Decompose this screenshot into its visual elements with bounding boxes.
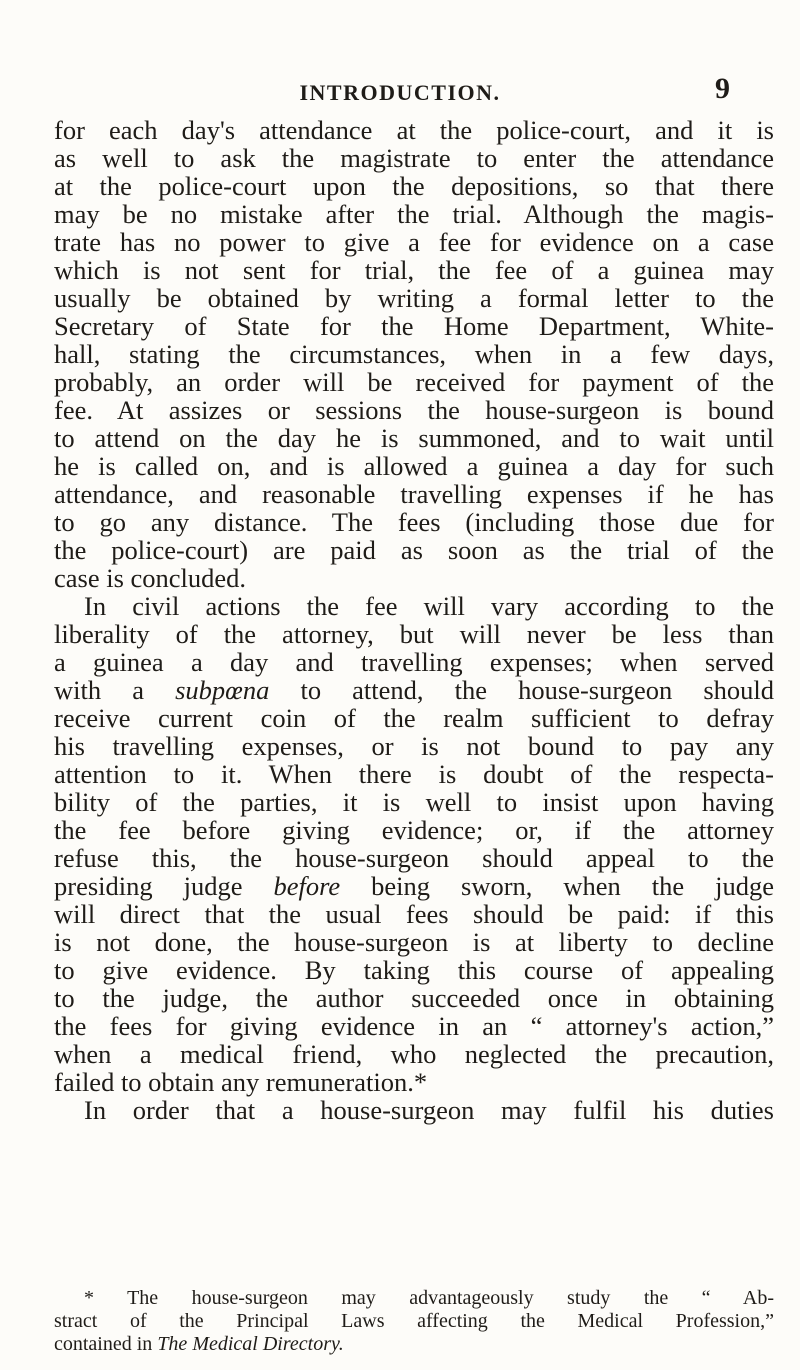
text-line: refuse this, the house-surgeon should appeal to the bbox=[54, 843, 774, 873]
text-line: liberality of the attorney, but will never be less than bbox=[54, 619, 774, 649]
footnote bbox=[54, 1287, 774, 1356]
page-number: 9 bbox=[715, 72, 730, 105]
text-line: to the judge, the author succeeded once in obtaining bbox=[54, 983, 774, 1013]
line-segment: to attend, the house-surgeon should bbox=[269, 675, 774, 705]
line-segment: being sworn, when the judge bbox=[340, 871, 774, 901]
text-line: may be no mistake after the trial. Although the magis- bbox=[54, 199, 774, 229]
text-line: to go any distance. The fees (including those due for bbox=[54, 507, 774, 537]
text-line: usually be obtained by writing a formal letter to the bbox=[54, 283, 774, 313]
footnote-line: stract of the Principal Laws affecting the Medical Profession,” bbox=[54, 1310, 774, 1332]
text-line: a guinea a day and travelling expenses; when served bbox=[54, 647, 774, 677]
italic-word: subpœna bbox=[175, 675, 270, 705]
footnote-line-with-italic bbox=[54, 1333, 774, 1356]
text-line-with-italic bbox=[54, 676, 774, 704]
text-line: hall, stating the circumstances, when in a few days, bbox=[54, 339, 774, 369]
text-line: bility of the parties, it is well to insist upon having bbox=[54, 787, 774, 817]
footnote-line: * The house-surgeon may advantageously study the “ Ab- bbox=[84, 1287, 774, 1309]
text-line: he is called on, and is allowed a guinea a day for such bbox=[54, 451, 774, 481]
text-line: will direct that the usual fees should be paid: if this bbox=[54, 899, 774, 929]
line-segment: presiding judge bbox=[54, 871, 274, 901]
text-line: the police-court) are paid as soon as the trial of the bbox=[54, 535, 774, 565]
paragraph-start-line: In order that a house-surgeon may fulfil his duties bbox=[84, 1095, 774, 1125]
paragraph-start-line: In civil actions the fee will vary according to the bbox=[84, 591, 774, 621]
line-segment: contained in bbox=[54, 1333, 158, 1355]
text-line: Secretary of State for the Home Department, White- bbox=[54, 311, 774, 341]
text-line: receive current coin of the realm sufficient to defray bbox=[54, 703, 774, 733]
italic-word: before bbox=[273, 871, 341, 901]
text-line: for each day's attendance at the police-court, and it is bbox=[54, 115, 774, 145]
text-line: which is not sent for trial, the fee of a guinea may bbox=[54, 255, 774, 285]
text-line: the fee before giving evidence; or, if the attorney bbox=[54, 815, 774, 845]
paragraph-end-line: case is concluded. bbox=[54, 563, 247, 593]
text-line: attention to it. When there is doubt of the respecta- bbox=[54, 759, 774, 789]
page-header bbox=[0, 72, 800, 106]
text-line: to give evidence. By taking this course of appealing bbox=[54, 955, 774, 985]
body-text bbox=[54, 116, 774, 1124]
paragraph-end-line: failed to obtain any remuneration.* bbox=[54, 1067, 428, 1097]
text-line: when a medical friend, who neglected the precaution, bbox=[54, 1039, 774, 1069]
text-line: as well to ask the magistrate to enter the attendance bbox=[54, 143, 774, 173]
text-line: at the police-court upon the depositions, so that there bbox=[54, 171, 774, 201]
italic-title: The Medical Directory. bbox=[157, 1333, 344, 1355]
text-line: probably, an order will be received for payment of the bbox=[54, 367, 774, 397]
line-segment: with a bbox=[54, 675, 176, 705]
text-line: attendance, and reasonable travelling expenses if he has bbox=[54, 479, 774, 509]
text-line: to attend on the day he is summoned, and to wait until bbox=[54, 423, 774, 453]
running-head: INTRODUCTION. bbox=[299, 80, 501, 105]
text-line: the fees for giving evidence in an “ attorney's action,” bbox=[54, 1011, 774, 1041]
text-line: his travelling expenses, or is not bound to pay any bbox=[54, 731, 774, 761]
text-line: fee. At assizes or sessions the house-surgeon is bound bbox=[54, 395, 774, 425]
text-line-with-italic bbox=[54, 872, 774, 900]
text-line: trate has no power to give a fee for evidence on a case bbox=[54, 227, 774, 257]
text-line: is not done, the house-surgeon is at liberty to decline bbox=[54, 927, 774, 957]
